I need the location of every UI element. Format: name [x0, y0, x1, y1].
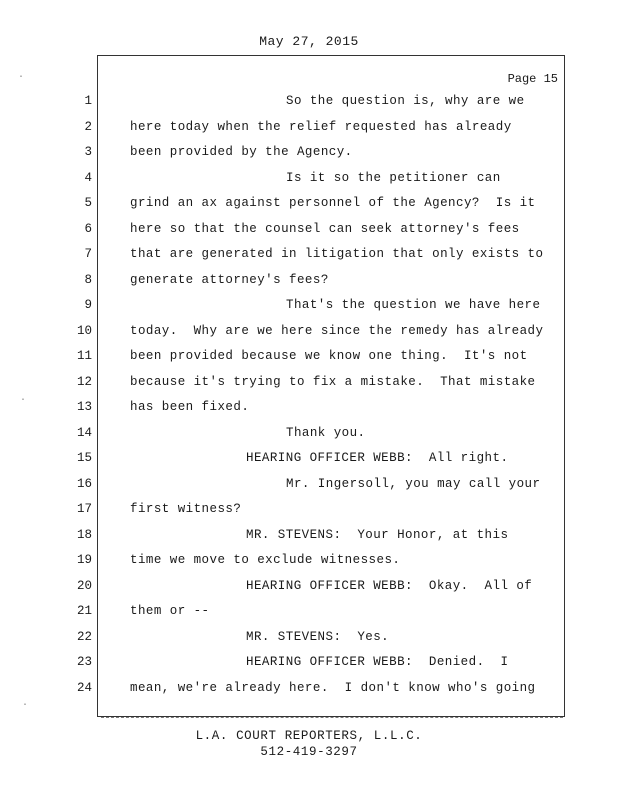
transcript-line — [0, 625, 618, 651]
line-text: generate attorney's fees? — [130, 272, 329, 287]
line-text: MR. STEVENS: Yes. — [246, 629, 390, 644]
transcript-line — [0, 497, 618, 523]
line-text: today. Why are we here since the remedy has already — [130, 323, 544, 338]
line-text: that are generated in litigation that only exists to — [130, 247, 544, 261]
line-text: Thank you. — [286, 425, 366, 440]
transcript-line — [0, 421, 618, 447]
transcript-line — [0, 268, 618, 294]
transcript-line — [0, 446, 618, 472]
line-text: has been fixed. — [130, 400, 250, 414]
scan-speck: · — [18, 72, 25, 83]
line-text: time we move to exclude witnesses. — [130, 553, 401, 567]
line-text: mean, we're already here. I don't know who's going — [130, 680, 536, 695]
line-number: 24 — [76, 680, 92, 695]
transcript-lines — [0, 89, 618, 701]
transcript-line — [0, 319, 618, 345]
court-reporter-phone: 512-419-3297 — [260, 745, 358, 759]
transcript-line — [0, 217, 618, 243]
line-number: 15 — [76, 451, 92, 465]
frame-bottom-scan-edge — [101, 717, 563, 720]
line-number: 3 — [84, 145, 92, 159]
line-number: 19 — [76, 553, 92, 567]
line-number: 22 — [76, 629, 92, 644]
scan-speck: · — [22, 700, 29, 711]
transcript-line — [0, 523, 618, 549]
line-number: 11 — [76, 349, 92, 363]
transcript-line — [0, 574, 618, 600]
line-number: 2 — [84, 119, 92, 134]
transcript-line — [0, 650, 618, 676]
line-text: them or -- — [130, 604, 210, 618]
transcript-line — [0, 344, 618, 370]
line-number: 20 — [76, 578, 92, 593]
line-text: been provided because we know one thing. It's not — [130, 349, 528, 363]
line-number: 10 — [76, 323, 92, 338]
line-number: 8 — [84, 272, 92, 287]
line-text: because it's trying to fix a mistake. That mistake — [130, 374, 536, 389]
court-reporter-name: L.A. COURT REPORTERS, L.L.C. — [195, 729, 423, 743]
transcript-line — [0, 166, 618, 192]
line-text: So the question is, why are we — [286, 94, 525, 108]
line-number: 4 — [84, 170, 92, 185]
line-number: 18 — [76, 527, 92, 542]
line-number: 5 — [84, 196, 92, 210]
transcript-line — [0, 676, 618, 702]
line-text: That's the question we have here — [286, 298, 541, 312]
transcript-line — [0, 242, 618, 268]
transcript-line — [0, 191, 618, 217]
line-text: here so that the counsel can seek attorney's fees — [130, 221, 520, 236]
line-number: 1 — [84, 94, 92, 108]
line-text: grind an ax against personnel of the Agency? Is it — [130, 196, 536, 210]
line-text: HEARING OFFICER WEBB: Denied. I — [246, 655, 509, 669]
transcript-line — [0, 115, 618, 141]
transcript-line — [0, 370, 618, 396]
transcript-line — [0, 89, 618, 115]
transcript-line — [0, 293, 618, 319]
line-text: MR. STEVENS: Your Honor, at this — [246, 527, 509, 542]
transcript-line — [0, 472, 618, 498]
transcript-line — [0, 140, 618, 166]
line-number: 23 — [76, 655, 92, 669]
line-text: Is it so the petitioner can — [286, 170, 501, 185]
line-number: 7 — [84, 247, 92, 261]
transcript-line — [0, 599, 618, 625]
scan-speck: · — [20, 395, 27, 406]
line-number: 14 — [76, 425, 92, 440]
line-number: 9 — [84, 298, 92, 312]
line-number: 21 — [76, 604, 92, 618]
line-text: HEARING OFFICER WEBB: All right. — [246, 451, 509, 465]
line-number: 13 — [76, 400, 92, 414]
line-text: here today when the relief requested has already — [130, 119, 512, 134]
line-number: 12 — [76, 374, 92, 389]
line-text: Mr. Ingersoll, you may call your — [286, 476, 541, 491]
page-number: Page 15 — [507, 72, 558, 86]
line-number: 6 — [84, 221, 92, 236]
transcript-date: May 27, 2015 — [259, 34, 359, 49]
line-number: 17 — [76, 502, 92, 516]
line-number: 16 — [76, 476, 92, 491]
line-text: HEARING OFFICER WEBB: Okay. All of — [246, 578, 533, 593]
transcript-line — [0, 548, 618, 574]
line-text: first witness? — [130, 502, 242, 516]
line-text: been provided by the Agency. — [130, 145, 353, 159]
footer — [0, 728, 618, 760]
transcript-line — [0, 395, 618, 421]
